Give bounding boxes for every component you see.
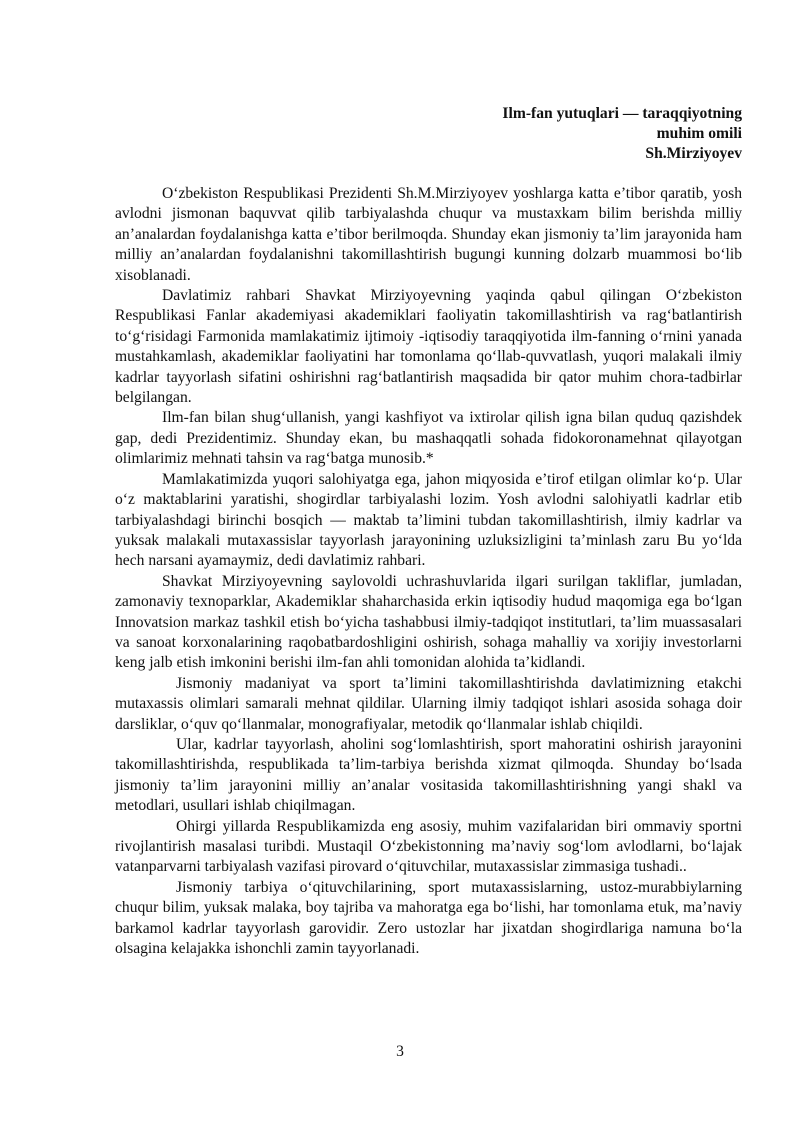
paragraph-5: Shavkat Mirziyoyevning saylovoldi uchrashuvlarida ilgari surilgan takliflar, jumladan, zamonaviy texnoparklar, Akademiklar shaharchasida erkin iqtisodiy hudud maqomiga ega bo‘lgan Innovatsion markaz tashkil etish bo‘yicha tashabbusi ilmiy-tadqiqot institutlari, ta’lim muassasalari va sanoat korxonalarining raqobatbardoshligini oshirish, sohaga mahalliy va xorijiy investorlarni keng jalb etish imkonini berishi ilm-fan ahli tomonidan alohida ta’kidlandi.	[115, 572, 742, 672]
paragraph-6: Jismoniy madaniyat va sport ta’limini takomillashtirishda davlatimizning etakchi mutaxassis olimlari samarali mehnat qildilar. Ularning ilmiy tadqiqot ishlari asosida sohaga doir darsliklar, o‘quv qo‘llanmalar, monografiyalar, metodik qo‘llanmalar ishlab chiqildi.	[115, 674, 742, 733]
paragraph-7: Ular, kadrlar tayyorlash, aholini sog‘lomlashtirish, sport mahoratini oshirish jarayonini takomillashtirishda, respublikada ta’lim-tarbiya berishda xizmat qilmoqda. Shunday bo‘lsada jismoniy ta’lim jarayonini milliy an’analar vositasida takomillashtirishning yangi shakl va metodlari, usullari ishlab chiqilmagan.	[115, 735, 742, 815]
document-body	[115, 184, 742, 959]
epigraph	[115, 104, 742, 164]
paragraph-4: Mamlakatimizda yuqori salohiyatga ega, jahon miqyosida e’tirof etilgan olimlar ko‘p. Ular o‘z maktablarini yaratishi, shogirdlar tarbiyalashi lozim. Yosh avlodni salohiyatli kadrlar etib tarbiyalashdagi birinchi bosqich — maktab ta’limini tubdan takomillashtirish, ilmiy kadrlar va yuksak malakali mutaxassislar tayyorlash jarayonining uzluksizligini ta’minlash zaru Bu yo‘lda hech narsani ayamaymiz, dedi davlatimiz rahbari.	[115, 470, 742, 570]
epigraph-line-1: Ilm-fan yutuqlari — taraqqiyotning	[502, 105, 742, 122]
paragraph-3: Ilm-fan bilan shug‘ullanish, yangi kashfiyot va ixtirolar qilish igna bilan quduq qazishdek gap, dedi Prezidentimiz. Shunday ekan, bu mashaqqatli sohada fidokoronamehnat qilayotgan olimlarimiz mehnati tahsin va rag‘batga munosib.*	[115, 409, 742, 468]
paragraph-8: Ohirgi yillarda Respublikamizda eng asosiy, muhim vazifalaridan biri ommaviy sportni rivojlantirish masalasi turibdi. Mustaqil O‘zbekistonning ma’naviy sog‘lom avlodlarni, bo‘lajak vatanparvarni tarbiyalash vazifasi pirovard o‘qituvchilar, mutaxassislar zimmasiga tushadi..	[115, 817, 742, 876]
paragraph-2: Davlatimiz rahbari Shavkat Mirziyoyevning yaqinda qabul qilingan O‘zbekiston Respublikasi Fanlar akademiyasi akademiklari faoliyatin takomillashtirish va rag‘batlantirish to‘g‘risidagi Farmonida mamlakatimiz ijtimoiy -iqtisodiy taraqqiyotida ilm-fanning o‘rnini yanada mustahkamlash, akademiklar faoliyatini har tomonlama qo‘llab-quvvatlash, yuqori malakali ilmiy kadrlar tayyorlash sifatini oshirishni rag‘batlantirish maqsadida bir qator muhim chora-tadbirlar belgilangan.	[115, 287, 742, 407]
paragraph-9: Jismoniy tarbiya o‘qituvchilarining, sport mutaxassislarning, ustoz-murabbiylarning chuqur bilim, yuksak malaka, boy tajriba va mahoratga ega bo‘lishi, har tomonlama etuk, ma’naviy barkamol kadrlar tayyorlash garovidir. Zero ustozlar har jixatdan shogirdlariga namuna bo‘la olsagina kelajakka ishonchli zamin tayyorlanadi.	[115, 878, 742, 958]
page-number: 3	[396, 1043, 404, 1060]
paragraph-1: O‘zbekiston Respublikasi Prezidenti Sh.M.Mirziyoyev yoshlarga katta e’tibor qaratib, yosh avlodni jismonan baquvvat qilib tarbiyalashda chuqur va mustaxkam bilim berishda milliy an’analardan foydalanishga katta e’tibor berilmoqda. Shunday ekan jismoniy ta’lim jarayonida ham milliy an’analardan foydalanishni takomillashtirish bugungi kunning dolzarb muammosi bo‘lib xisoblanadi.	[115, 185, 742, 284]
epigraph-author: Sh.Mirziyoyev	[645, 145, 742, 162]
epigraph-line-2: muhim omili	[656, 125, 742, 142]
document-page	[115, 104, 742, 959]
